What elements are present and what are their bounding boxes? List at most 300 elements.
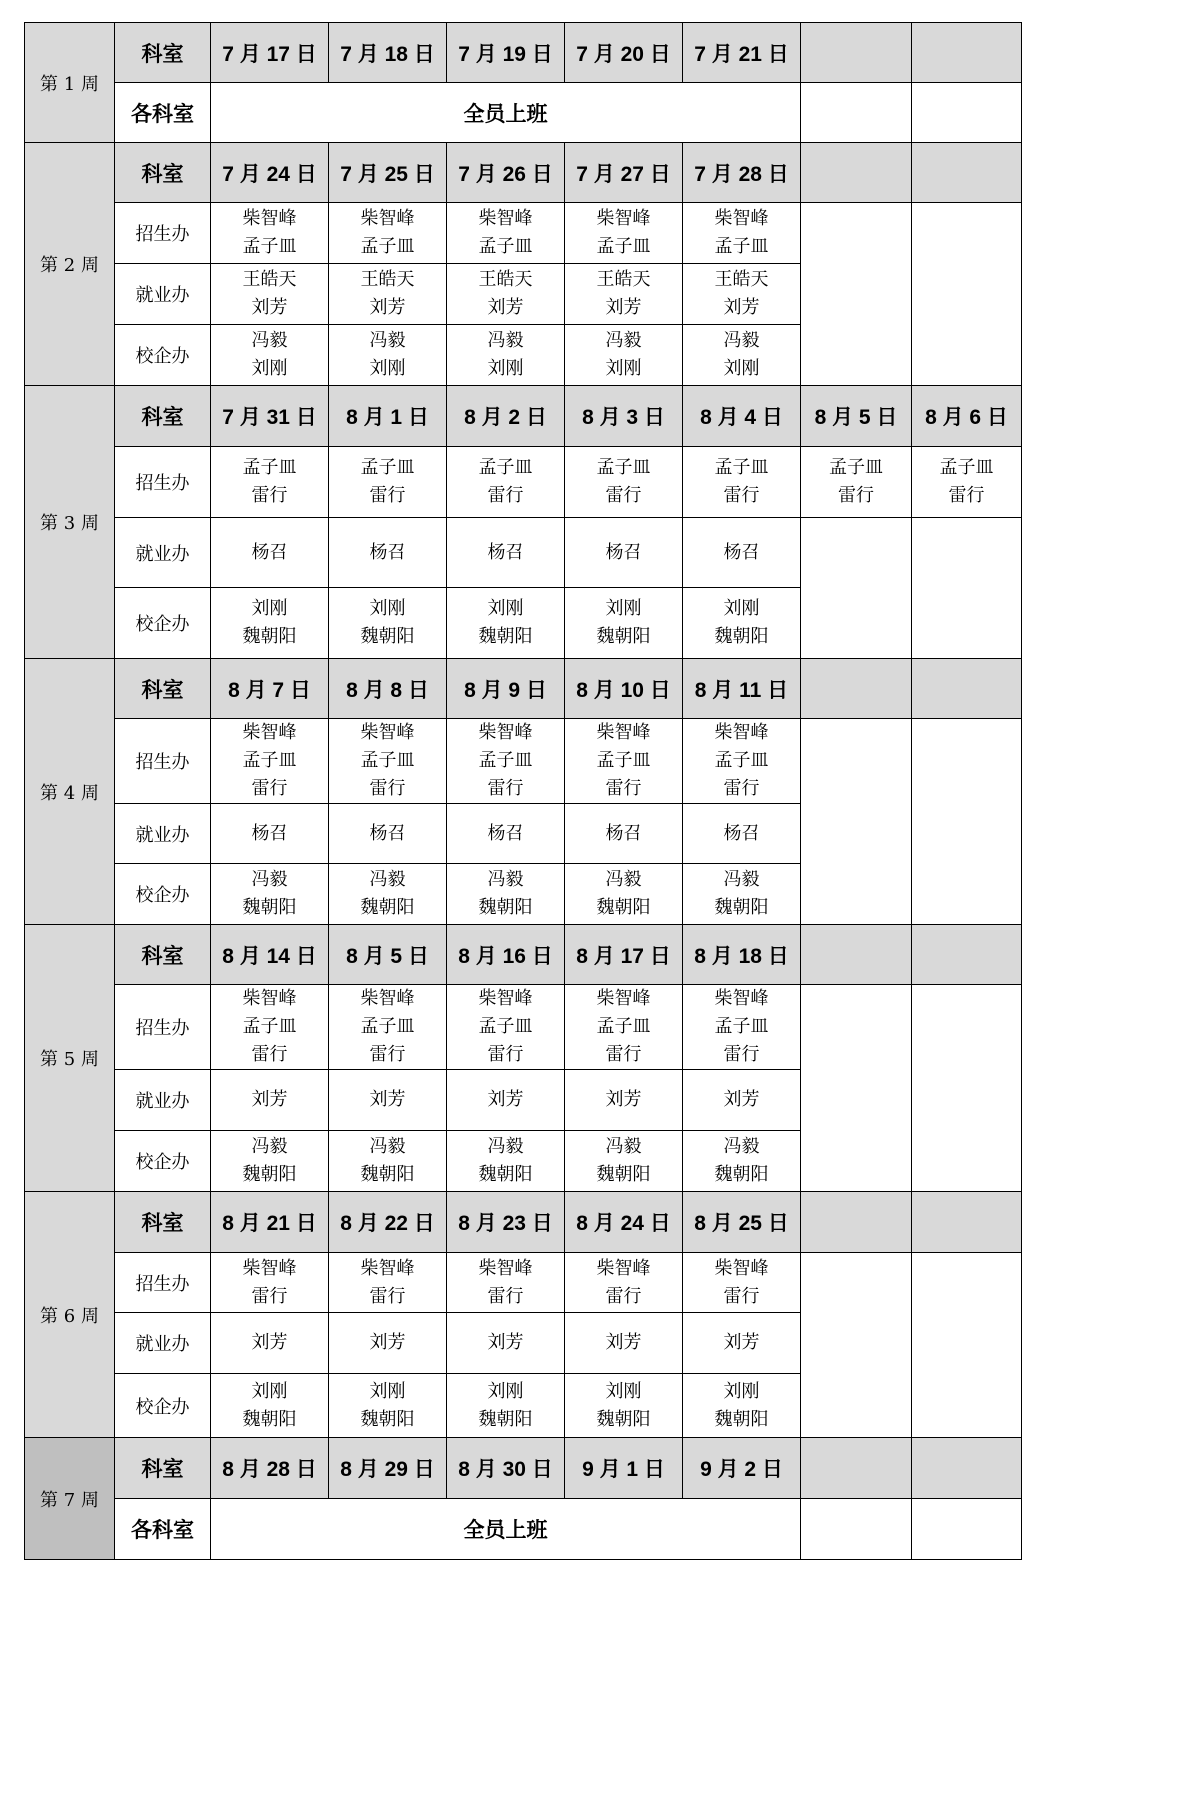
staff-name: 刘芳: [605, 1089, 642, 1110]
staff-name: 冯毅: [487, 330, 524, 351]
staff-name: 刘刚: [487, 598, 524, 619]
date-cell: 8 月 25 日: [683, 1192, 801, 1253]
duty-cell: [565, 325, 683, 386]
department-row: [25, 985, 1022, 1070]
staff-name: 孟子皿: [714, 750, 769, 771]
date-cell: 8 月 3 日: [565, 386, 683, 447]
staff-name: 刘芳: [369, 1332, 406, 1353]
week-label: 第 3 周: [25, 386, 115, 659]
staff-name: 孟子皿: [478, 750, 533, 771]
dept-label: 就业办: [115, 518, 211, 588]
week-header-row: [25, 143, 1022, 203]
duty-cell: [447, 864, 565, 925]
empty-date-cell: [801, 143, 912, 203]
empty-cell: [912, 1253, 1022, 1438]
date-cell: 7 月 20 日: [565, 23, 683, 83]
staff-name: 柴智峰: [242, 1257, 297, 1279]
staff-name: 杨召: [251, 541, 288, 563]
date-cell: 8 月 5 日: [329, 925, 447, 985]
staff-name: 孟子皿: [596, 750, 651, 771]
duty-cell: [683, 719, 801, 804]
staff-name: 刘刚: [369, 598, 406, 619]
staff-name: 冯毅: [369, 330, 406, 351]
all-departments-row: [25, 1499, 1022, 1560]
staff-name: 魏朝阳: [242, 1408, 297, 1430]
duty-cell: [211, 1374, 329, 1438]
staff-name: 冯毅: [605, 869, 642, 890]
staff-name: 魏朝阳: [714, 1408, 769, 1430]
staff-name: 魏朝阳: [596, 1408, 651, 1430]
duty-cell: [447, 588, 565, 659]
staff-name: 雷行: [723, 1044, 760, 1065]
dept-label: 招生办: [115, 1253, 211, 1313]
dept-label: 校企办: [115, 325, 211, 386]
duty-cell: [329, 804, 447, 864]
department-row: [25, 447, 1022, 518]
empty-cell: [801, 203, 912, 386]
staff-name: 刘芳: [251, 1089, 288, 1110]
staff-name: 刘芳: [251, 1332, 288, 1353]
date-cell: 7 月 26 日: [447, 143, 565, 203]
duty-cell: [683, 804, 801, 864]
duty-cell: [565, 985, 683, 1070]
dept-column-header: 科室: [115, 143, 211, 203]
staff-name: 孟子皿: [242, 457, 297, 478]
duty-cell: [211, 325, 329, 386]
duty-cell: [211, 1253, 329, 1313]
staff-name: 孟子皿: [242, 750, 297, 771]
staff-name: 冯毅: [487, 869, 524, 890]
staff-name: 刘芳: [251, 297, 288, 318]
dept-label: 校企办: [115, 1374, 211, 1438]
staff-name: 刘刚: [605, 358, 642, 379]
staff-name: 雷行: [251, 778, 288, 799]
date-cell: 7 月 27 日: [565, 143, 683, 203]
date-cell: 7 月 21 日: [683, 23, 801, 83]
dept-label: 校企办: [115, 1131, 211, 1192]
staff-name: 雷行: [605, 1044, 642, 1065]
staff-name: 刘芳: [487, 1332, 524, 1353]
empty-date-cell: [912, 925, 1022, 985]
duty-cell: [801, 447, 912, 518]
staff-name: 刘刚: [251, 598, 288, 619]
duty-cell: [683, 325, 801, 386]
duty-cell: [683, 447, 801, 518]
staff-name: 魏朝阳: [596, 1164, 651, 1185]
staff-name: 雷行: [487, 1285, 524, 1307]
staff-name: 冯毅: [723, 1136, 760, 1157]
dept-label: 就业办: [115, 1070, 211, 1131]
date-cell: 8 月 2 日: [447, 386, 565, 447]
dept-label: 各科室: [115, 1499, 211, 1560]
staff-name: 孟子皿: [596, 236, 651, 257]
staff-name: 雷行: [605, 485, 642, 506]
staff-name: 杨召: [369, 541, 406, 563]
duty-cell: [447, 804, 565, 864]
duty-cell: [683, 985, 801, 1070]
date-cell: 8 月 9 日: [447, 659, 565, 719]
staff-name: 雷行: [838, 485, 874, 506]
duty-cell: [565, 804, 683, 864]
duty-cell: [329, 447, 447, 518]
duty-cell: [211, 203, 329, 264]
staff-name: 柴智峰: [714, 1257, 769, 1279]
date-cell: 8 月 11 日: [683, 659, 801, 719]
week-label: 第 2 周: [25, 143, 115, 386]
duty-cell: [683, 1070, 801, 1131]
duty-cell: [211, 864, 329, 925]
staff-name: 刘芳: [723, 1332, 760, 1353]
staff-name: 魏朝阳: [242, 626, 297, 647]
staff-name: 刘刚: [369, 358, 406, 379]
staff-name: 杨召: [605, 822, 642, 844]
empty-cell: [912, 719, 1022, 925]
week-header-row: [25, 1192, 1022, 1253]
staff-name: 杨召: [605, 541, 642, 563]
week-header-row: [25, 659, 1022, 719]
date-cell: 8 月 17 日: [565, 925, 683, 985]
duty-cell: [211, 447, 329, 518]
staff-name: 刘芳: [723, 297, 760, 318]
empty-date-cell: [912, 143, 1022, 203]
duty-schedule-table: [24, 22, 1022, 1560]
staff-name: 柴智峰: [478, 208, 533, 229]
date-cell: 8 月 24 日: [565, 1192, 683, 1253]
duty-cell: [683, 1374, 801, 1438]
duty-cell: [565, 1131, 683, 1192]
week-label: 第 1 周: [25, 23, 115, 143]
staff-name: 魏朝阳: [360, 897, 415, 918]
staff-name: 刘芳: [487, 297, 524, 318]
week-header-row: [25, 925, 1022, 985]
duty-cell: [329, 1253, 447, 1313]
duty-cell: [329, 1131, 447, 1192]
date-cell: 8 月 1 日: [329, 386, 447, 447]
staff-name: 雷行: [251, 485, 288, 506]
department-row: [25, 1253, 1022, 1313]
duty-cell: [565, 588, 683, 659]
duty-cell: [447, 1253, 565, 1313]
staff-name: 杨召: [723, 541, 760, 563]
duty-cell: [329, 518, 447, 588]
staff-name: 刘刚: [605, 598, 642, 619]
staff-name: 魏朝阳: [596, 897, 651, 918]
staff-name: 冯毅: [605, 330, 642, 351]
staff-name: 雷行: [723, 1285, 760, 1307]
date-cell: 8 月 5 日: [801, 386, 912, 447]
date-cell: 8 月 14 日: [211, 925, 329, 985]
dept-label: 招生办: [115, 719, 211, 804]
staff-name: 冯毅: [723, 869, 760, 890]
staff-name: 柴智峰: [478, 722, 533, 743]
empty-cell: [912, 518, 1022, 659]
duty-cell: [565, 1313, 683, 1374]
staff-name: 柴智峰: [596, 722, 651, 743]
staff-name: 孟子皿: [829, 457, 883, 478]
duty-cell: [447, 1131, 565, 1192]
staff-name: 冯毅: [251, 869, 288, 890]
staff-name: 冯毅: [723, 330, 760, 351]
staff-name: 杨召: [723, 822, 760, 844]
duty-cell: [683, 203, 801, 264]
dept-label: 校企办: [115, 864, 211, 925]
staff-name: 冯毅: [605, 1136, 642, 1157]
staff-name: 柴智峰: [596, 208, 651, 229]
date-cell: 8 月 28 日: [211, 1438, 329, 1499]
dept-label: 招生办: [115, 447, 211, 518]
dept-column-header: 科室: [115, 925, 211, 985]
staff-name: 柴智峰: [714, 208, 769, 229]
staff-name: 魏朝阳: [242, 1164, 297, 1185]
staff-name: 柴智峰: [242, 208, 297, 229]
week-header-row: [25, 386, 1022, 447]
week-header-row: [25, 23, 1022, 83]
staff-name: 柴智峰: [714, 722, 769, 743]
staff-name: 雷行: [723, 778, 760, 799]
staff-name: 孟子皿: [714, 236, 769, 257]
date-cell: 7 月 18 日: [329, 23, 447, 83]
staff-name: 柴智峰: [478, 988, 533, 1009]
staff-name: 孟子皿: [714, 457, 769, 478]
staff-name: 冯毅: [369, 869, 406, 890]
empty-cell: [801, 719, 912, 925]
empty-cell: [801, 1499, 912, 1560]
staff-name: 雷行: [723, 485, 760, 506]
empty-date-cell: [912, 23, 1022, 83]
staff-name: 柴智峰: [242, 988, 297, 1009]
date-cell: 7 月 24 日: [211, 143, 329, 203]
staff-name: 雷行: [948, 485, 985, 506]
staff-name: 冯毅: [487, 1136, 524, 1157]
staff-name: 王皓天: [714, 269, 769, 290]
week-header-row: [25, 1438, 1022, 1499]
week-label: 第 7 周: [25, 1438, 115, 1560]
dept-label: 招生办: [115, 203, 211, 264]
duty-cell: [329, 325, 447, 386]
date-cell: 8 月 21 日: [211, 1192, 329, 1253]
duty-cell: [683, 588, 801, 659]
staff-name: 柴智峰: [360, 722, 415, 743]
department-row: [25, 518, 1022, 588]
week-label: 第 6 周: [25, 1192, 115, 1438]
date-cell: 8 月 30 日: [447, 1438, 565, 1499]
duty-cell: [329, 985, 447, 1070]
staff-name: 孟子皿: [360, 1016, 415, 1037]
empty-date-cell: [801, 1438, 912, 1499]
staff-name: 柴智峰: [478, 1257, 533, 1279]
staff-name: 冯毅: [369, 1136, 406, 1157]
duty-cell: [211, 1313, 329, 1374]
staff-name: 魏朝阳: [714, 626, 769, 647]
dept-label: 校企办: [115, 588, 211, 659]
dept-label: 就业办: [115, 264, 211, 325]
staff-name: 魏朝阳: [360, 1164, 415, 1185]
staff-name: 孟子皿: [714, 1016, 769, 1037]
staff-name: 柴智峰: [360, 988, 415, 1009]
staff-name: 魏朝阳: [478, 1164, 533, 1185]
week-label: 第 5 周: [25, 925, 115, 1192]
staff-name: 杨召: [251, 822, 288, 844]
duty-cell: [329, 203, 447, 264]
staff-name: 雷行: [605, 1285, 642, 1307]
staff-name: 魏朝阳: [478, 897, 533, 918]
dept-label: 各科室: [115, 83, 211, 143]
staff-name: 孟子皿: [360, 457, 415, 478]
dept-column-header: 科室: [115, 1438, 211, 1499]
empty-date-cell: [801, 1192, 912, 1253]
staff-name: 王皓天: [242, 269, 297, 290]
duty-cell: [565, 864, 683, 925]
duty-cell: [447, 985, 565, 1070]
staff-name: 柴智峰: [596, 1257, 651, 1279]
staff-name: 刘刚: [487, 358, 524, 379]
date-cell: 9 月 1 日: [565, 1438, 683, 1499]
duty-cell: [329, 864, 447, 925]
staff-name: 刘芳: [723, 1089, 760, 1110]
date-cell: 8 月 18 日: [683, 925, 801, 985]
duty-cell: [565, 518, 683, 588]
duty-cell: [211, 719, 329, 804]
staff-name: 孟子皿: [478, 236, 533, 257]
duty-cell: [683, 1253, 801, 1313]
all-staff-note: 全员上班: [211, 83, 801, 143]
duty-cell: [329, 1070, 447, 1131]
duty-cell: [565, 203, 683, 264]
staff-name: 雷行: [605, 778, 642, 799]
date-cell: 8 月 8 日: [329, 659, 447, 719]
date-cell: 8 月 23 日: [447, 1192, 565, 1253]
staff-name: 刘芳: [369, 1089, 406, 1110]
duty-cell: [565, 1070, 683, 1131]
staff-name: 刘刚: [723, 598, 760, 619]
empty-date-cell: [912, 659, 1022, 719]
staff-name: 杨召: [487, 541, 524, 563]
staff-name: 刘刚: [605, 1380, 642, 1402]
staff-name: 雷行: [487, 778, 524, 799]
staff-name: 雷行: [251, 1044, 288, 1065]
duty-cell: [447, 203, 565, 264]
staff-name: 柴智峰: [360, 1257, 415, 1279]
staff-name: 魏朝阳: [596, 626, 651, 647]
staff-name: 孟子皿: [478, 1016, 533, 1037]
week-label: 第 4 周: [25, 659, 115, 925]
staff-name: 冯毅: [251, 1136, 288, 1157]
duty-cell: [211, 264, 329, 325]
staff-name: 柴智峰: [242, 722, 297, 743]
empty-cell: [801, 985, 912, 1192]
empty-cell: [801, 518, 912, 659]
duty-cell: [447, 264, 565, 325]
staff-name: 柴智峰: [714, 988, 769, 1009]
staff-name: 王皓天: [596, 269, 651, 290]
dept-label: 就业办: [115, 804, 211, 864]
duty-cell: [447, 1070, 565, 1131]
staff-name: 雷行: [369, 485, 406, 506]
duty-cell: [447, 1374, 565, 1438]
duty-cell: [329, 1374, 447, 1438]
staff-name: 柴智峰: [596, 988, 651, 1009]
staff-name: 雷行: [369, 1044, 406, 1065]
duty-cell: [329, 264, 447, 325]
duty-cell: [683, 864, 801, 925]
duty-cell: [211, 518, 329, 588]
empty-date-cell: [801, 659, 912, 719]
staff-name: 魏朝阳: [360, 1408, 415, 1430]
department-row: [25, 203, 1022, 264]
staff-name: 雷行: [369, 778, 406, 799]
staff-name: 刘刚: [251, 1380, 288, 1402]
dept-label: 就业办: [115, 1313, 211, 1374]
staff-name: 孟子皿: [242, 236, 297, 257]
staff-name: 魏朝阳: [478, 1408, 533, 1430]
date-cell: 7 月 25 日: [329, 143, 447, 203]
duty-cell: [683, 518, 801, 588]
date-cell: 8 月 22 日: [329, 1192, 447, 1253]
duty-cell: [565, 1253, 683, 1313]
date-cell: 8 月 4 日: [683, 386, 801, 447]
staff-name: 魏朝阳: [242, 897, 297, 918]
empty-cell: [912, 1499, 1022, 1560]
dept-column-header: 科室: [115, 23, 211, 83]
staff-name: 孟子皿: [596, 457, 651, 478]
staff-name: 雷行: [487, 485, 524, 506]
staff-name: 魏朝阳: [478, 626, 533, 647]
duty-cell: [565, 447, 683, 518]
staff-name: 孟子皿: [596, 1016, 651, 1037]
staff-name: 雷行: [487, 1044, 524, 1065]
staff-name: 王皓天: [360, 269, 415, 290]
duty-cell: [912, 447, 1022, 518]
duty-cell: [447, 719, 565, 804]
empty-date-cell: [912, 1438, 1022, 1499]
staff-name: 孟子皿: [360, 236, 415, 257]
staff-name: 柴智峰: [360, 208, 415, 229]
date-cell: 8 月 16 日: [447, 925, 565, 985]
staff-name: 雷行: [369, 1285, 406, 1307]
staff-name: 刘刚: [723, 358, 760, 379]
empty-date-cell: [912, 1192, 1022, 1253]
empty-cell: [801, 83, 912, 143]
date-cell: 9 月 2 日: [683, 1438, 801, 1499]
staff-name: 雷行: [251, 1285, 288, 1307]
staff-name: 王皓天: [478, 269, 533, 290]
duty-cell: [565, 719, 683, 804]
dept-label: 招生办: [115, 985, 211, 1070]
staff-name: 刘芳: [605, 1332, 642, 1353]
staff-name: 刘刚: [723, 1380, 760, 1402]
empty-date-cell: [801, 925, 912, 985]
duty-cell: [447, 325, 565, 386]
duty-cell: [683, 264, 801, 325]
staff-name: 刘刚: [369, 1380, 406, 1402]
staff-name: 刘芳: [487, 1089, 524, 1110]
duty-cell: [211, 804, 329, 864]
duty-cell: [211, 1070, 329, 1131]
dept-column-header: 科室: [115, 659, 211, 719]
duty-cell: [683, 1131, 801, 1192]
all-staff-note: 全员上班: [211, 1499, 801, 1560]
date-cell: 8 月 29 日: [329, 1438, 447, 1499]
date-cell: 7 月 17 日: [211, 23, 329, 83]
empty-date-cell: [801, 23, 912, 83]
dept-column-header: 科室: [115, 1192, 211, 1253]
duty-cell: [565, 264, 683, 325]
staff-name: 杨召: [369, 822, 406, 844]
duty-cell: [211, 588, 329, 659]
duty-cell: [329, 719, 447, 804]
empty-cell: [912, 203, 1022, 386]
staff-name: 魏朝阳: [714, 1164, 769, 1185]
